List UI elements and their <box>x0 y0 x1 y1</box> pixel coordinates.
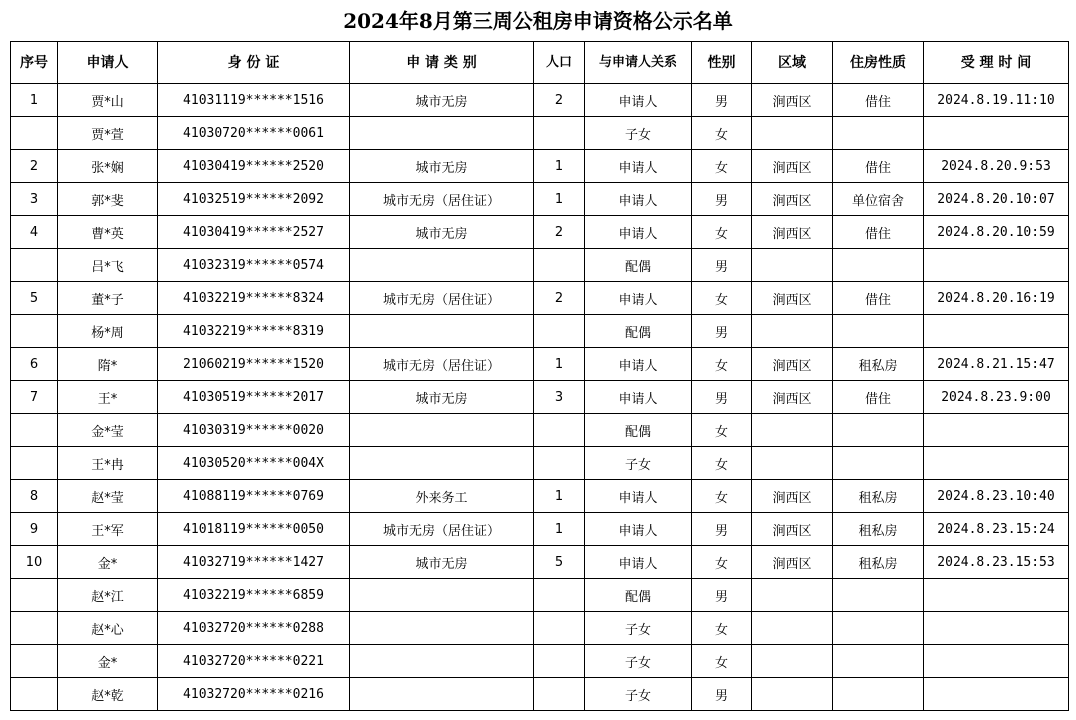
cell-gender: 男 <box>692 183 752 216</box>
table-row <box>11 612 1069 645</box>
cell-seq: 1 <box>11 84 58 117</box>
cell-seq <box>11 612 58 645</box>
table-row <box>11 216 1069 249</box>
cell-applicant-name: 金* <box>58 546 158 579</box>
cell-id-card: 41030720******0061 <box>158 117 350 150</box>
header-seq: 序号 <box>11 42 58 84</box>
cell-id-card: 41032719******1427 <box>158 546 350 579</box>
cell-id-card: 41032319******0574 <box>158 249 350 282</box>
cell-relation: 申请人 <box>585 480 692 513</box>
cell-category: 城市无房（居住证） <box>350 183 534 216</box>
cell-district <box>752 678 833 711</box>
cell-housing <box>833 579 924 612</box>
cell-gender: 女 <box>692 480 752 513</box>
cell-category <box>350 414 534 447</box>
cell-housing: 租私房 <box>833 480 924 513</box>
table-row <box>11 183 1069 216</box>
table-row <box>11 447 1069 480</box>
cell-population <box>534 678 585 711</box>
cell-category: 城市无房（居住证） <box>350 282 534 315</box>
cell-time: 2024.8.20.10:07 <box>924 183 1069 216</box>
header-row <box>11 42 1069 84</box>
cell-gender: 女 <box>692 414 752 447</box>
cell-id-card: 41030419******2520 <box>158 150 350 183</box>
cell-time: 2024.8.20.9:53 <box>924 150 1069 183</box>
table-row <box>11 84 1069 117</box>
cell-district <box>752 249 833 282</box>
cell-relation: 子女 <box>585 678 692 711</box>
cell-relation: 申请人 <box>585 513 692 546</box>
cell-time <box>924 249 1069 282</box>
cell-population: 2 <box>534 84 585 117</box>
header-population: 人口 <box>534 42 585 84</box>
cell-time: 2024.8.23.15:53 <box>924 546 1069 579</box>
table-body <box>11 84 1069 711</box>
cell-population: 1 <box>534 348 585 381</box>
table-row <box>11 414 1069 447</box>
cell-relation: 配偶 <box>585 414 692 447</box>
cell-category: 城市无房（居住证） <box>350 348 534 381</box>
cell-housing: 借住 <box>833 150 924 183</box>
cell-relation: 申请人 <box>585 84 692 117</box>
cell-category: 城市无房 <box>350 546 534 579</box>
cell-gender: 男 <box>692 579 752 612</box>
cell-housing: 单位宿舍 <box>833 183 924 216</box>
cell-seq <box>11 414 58 447</box>
cell-gender: 男 <box>692 678 752 711</box>
table-row <box>11 513 1069 546</box>
cell-id-card: 41032720******0221 <box>158 645 350 678</box>
table-row <box>11 117 1069 150</box>
cell-seq: 3 <box>11 183 58 216</box>
cell-housing <box>833 249 924 282</box>
cell-seq: 9 <box>11 513 58 546</box>
cell-time: 2024.8.21.15:47 <box>924 348 1069 381</box>
table-row <box>11 381 1069 414</box>
cell-gender: 女 <box>692 546 752 579</box>
header-district: 区域 <box>752 42 833 84</box>
cell-time: 2024.8.23.15:24 <box>924 513 1069 546</box>
cell-applicant-name: 张*娴 <box>58 150 158 183</box>
cell-time: 2024.8.19.11:10 <box>924 84 1069 117</box>
cell-gender: 女 <box>692 150 752 183</box>
cell-seq: 5 <box>11 282 58 315</box>
header-time: 受 理 时 间 <box>924 42 1069 84</box>
cell-applicant-name: 赵*莹 <box>58 480 158 513</box>
cell-district <box>752 447 833 480</box>
cell-district: 涧西区 <box>752 150 833 183</box>
cell-category <box>350 249 534 282</box>
cell-relation: 配偶 <box>585 315 692 348</box>
cell-gender: 男 <box>692 84 752 117</box>
cell-time: 2024.8.23.10:40 <box>924 480 1069 513</box>
cell-relation: 子女 <box>585 117 692 150</box>
cell-applicant-name: 赵*江 <box>58 579 158 612</box>
cell-id-card: 41032720******0216 <box>158 678 350 711</box>
cell-id-card: 41032219******6859 <box>158 579 350 612</box>
table-row <box>11 249 1069 282</box>
cell-district <box>752 117 833 150</box>
header-relation: 与申请人关系 <box>585 42 692 84</box>
cell-time: 2024.8.23.9:00 <box>924 381 1069 414</box>
cell-category <box>350 579 534 612</box>
cell-population: 2 <box>534 282 585 315</box>
cell-category: 城市无房（居住证） <box>350 513 534 546</box>
cell-seq <box>11 315 58 348</box>
cell-applicant-name: 贾*萱 <box>58 117 158 150</box>
cell-id-card: 41030519******2017 <box>158 381 350 414</box>
cell-id-card: 41032219******8324 <box>158 282 350 315</box>
cell-district: 涧西区 <box>752 546 833 579</box>
cell-seq <box>11 678 58 711</box>
cell-category <box>350 678 534 711</box>
cell-category <box>350 117 534 150</box>
cell-district: 涧西区 <box>752 216 833 249</box>
cell-population: 2 <box>534 216 585 249</box>
cell-population: 1 <box>534 150 585 183</box>
cell-housing <box>833 678 924 711</box>
cell-category <box>350 315 534 348</box>
page-title: 2024年8月第三周公租房申请资格公示名单 <box>343 9 733 33</box>
cell-gender: 男 <box>692 315 752 348</box>
cell-seq <box>11 249 58 282</box>
cell-gender: 女 <box>692 348 752 381</box>
table-row <box>11 645 1069 678</box>
cell-gender: 女 <box>692 216 752 249</box>
cell-applicant-name: 赵*心 <box>58 612 158 645</box>
cell-population <box>534 447 585 480</box>
cell-time <box>924 315 1069 348</box>
cell-applicant-name: 王*军 <box>58 513 158 546</box>
header-gender: 性别 <box>692 42 752 84</box>
cell-gender: 女 <box>692 447 752 480</box>
cell-category: 城市无房 <box>350 216 534 249</box>
cell-gender: 男 <box>692 381 752 414</box>
cell-seq: 7 <box>11 381 58 414</box>
cell-population: 3 <box>534 381 585 414</box>
table-row <box>11 480 1069 513</box>
cell-district: 涧西区 <box>752 480 833 513</box>
cell-population: 1 <box>534 513 585 546</box>
cell-category <box>350 612 534 645</box>
cell-category: 城市无房 <box>350 84 534 117</box>
cell-applicant-name: 董*子 <box>58 282 158 315</box>
table-row <box>11 150 1069 183</box>
cell-applicant-name: 隋* <box>58 348 158 381</box>
table-row <box>11 678 1069 711</box>
cell-applicant-name: 赵*乾 <box>58 678 158 711</box>
cell-applicant-name: 杨*周 <box>58 315 158 348</box>
table-row <box>11 315 1069 348</box>
cell-applicant-name: 贾*山 <box>58 84 158 117</box>
cell-seq: 6 <box>11 348 58 381</box>
cell-relation: 子女 <box>585 612 692 645</box>
cell-time <box>924 117 1069 150</box>
header-category: 申 请 类 别 <box>350 42 534 84</box>
cell-population <box>534 249 585 282</box>
cell-applicant-name: 金* <box>58 645 158 678</box>
cell-relation: 申请人 <box>585 381 692 414</box>
cell-category <box>350 645 534 678</box>
cell-applicant-name: 郭*斐 <box>58 183 158 216</box>
cell-seq: 10 <box>11 546 58 579</box>
cell-population <box>534 414 585 447</box>
cell-housing <box>833 117 924 150</box>
cell-housing: 借住 <box>833 282 924 315</box>
cell-population <box>534 645 585 678</box>
header-applicant: 申请人 <box>58 42 158 84</box>
cell-district: 涧西区 <box>752 513 833 546</box>
cell-time: 2024.8.20.10:59 <box>924 216 1069 249</box>
cell-population <box>534 315 585 348</box>
cell-district: 涧西区 <box>752 84 833 117</box>
cell-time <box>924 414 1069 447</box>
cell-housing <box>833 414 924 447</box>
cell-gender: 女 <box>692 282 752 315</box>
cell-population: 1 <box>534 183 585 216</box>
cell-id-card: 41032720******0288 <box>158 612 350 645</box>
cell-district <box>752 579 833 612</box>
cell-relation: 申请人 <box>585 282 692 315</box>
cell-district <box>752 645 833 678</box>
cell-district: 涧西区 <box>752 183 833 216</box>
cell-housing <box>833 315 924 348</box>
cell-relation: 子女 <box>585 447 692 480</box>
cell-time <box>924 645 1069 678</box>
header-id-card: 身 份 证 <box>158 42 350 84</box>
cell-housing <box>833 612 924 645</box>
cell-gender: 女 <box>692 612 752 645</box>
cell-id-card: 41032219******8319 <box>158 315 350 348</box>
cell-relation: 申请人 <box>585 216 692 249</box>
cell-seq <box>11 117 58 150</box>
table-row <box>11 348 1069 381</box>
cell-seq: 8 <box>11 480 58 513</box>
cell-district: 涧西区 <box>752 282 833 315</box>
cell-gender: 女 <box>692 117 752 150</box>
cell-housing <box>833 447 924 480</box>
cell-gender: 男 <box>692 513 752 546</box>
cell-applicant-name: 曹*英 <box>58 216 158 249</box>
table-row <box>11 282 1069 315</box>
cell-id-card: 41088119******0769 <box>158 480 350 513</box>
cell-population <box>534 612 585 645</box>
cell-housing <box>833 645 924 678</box>
cell-id-card: 41030319******0020 <box>158 414 350 447</box>
cell-applicant-name: 吕*飞 <box>58 249 158 282</box>
cell-time: 2024.8.20.16:19 <box>924 282 1069 315</box>
cell-seq: 2 <box>11 150 58 183</box>
cell-population <box>534 579 585 612</box>
cell-seq <box>11 579 58 612</box>
cell-id-card: 41032519******2092 <box>158 183 350 216</box>
cell-district: 涧西区 <box>752 348 833 381</box>
cell-relation: 配偶 <box>585 579 692 612</box>
header-housing: 住房性质 <box>833 42 924 84</box>
cell-category <box>350 447 534 480</box>
cell-housing: 租私房 <box>833 513 924 546</box>
cell-id-card: 41030520******004X <box>158 447 350 480</box>
cell-housing: 租私房 <box>833 546 924 579</box>
cell-housing: 借住 <box>833 84 924 117</box>
cell-time <box>924 579 1069 612</box>
cell-relation: 子女 <box>585 645 692 678</box>
cell-gender: 女 <box>692 645 752 678</box>
cell-district <box>752 315 833 348</box>
cell-applicant-name: 王*冉 <box>58 447 158 480</box>
cell-time <box>924 612 1069 645</box>
cell-relation: 配偶 <box>585 249 692 282</box>
cell-category: 城市无房 <box>350 150 534 183</box>
cell-housing: 借住 <box>833 381 924 414</box>
cell-housing: 租私房 <box>833 348 924 381</box>
cell-population: 1 <box>534 480 585 513</box>
table-row <box>11 579 1069 612</box>
cell-housing: 借住 <box>833 216 924 249</box>
cell-seq <box>11 447 58 480</box>
applicant-table <box>10 41 1069 711</box>
cell-time <box>924 447 1069 480</box>
cell-population: 5 <box>534 546 585 579</box>
table-row <box>11 546 1069 579</box>
cell-id-card: 41031119******1516 <box>158 84 350 117</box>
cell-district: 涧西区 <box>752 381 833 414</box>
cell-gender: 男 <box>692 249 752 282</box>
cell-seq <box>11 645 58 678</box>
cell-relation: 申请人 <box>585 183 692 216</box>
cell-category: 城市无房 <box>350 381 534 414</box>
cell-applicant-name: 金*莹 <box>58 414 158 447</box>
cell-seq: 4 <box>11 216 58 249</box>
cell-id-card: 41030419******2527 <box>158 216 350 249</box>
cell-relation: 申请人 <box>585 546 692 579</box>
cell-relation: 申请人 <box>585 150 692 183</box>
cell-applicant-name: 王* <box>58 381 158 414</box>
cell-id-card: 21060219******1520 <box>158 348 350 381</box>
cell-district <box>752 612 833 645</box>
cell-category: 外来务工 <box>350 480 534 513</box>
cell-relation: 申请人 <box>585 348 692 381</box>
cell-district <box>752 414 833 447</box>
cell-population <box>534 117 585 150</box>
cell-id-card: 41018119******0050 <box>158 513 350 546</box>
cell-time <box>924 678 1069 711</box>
